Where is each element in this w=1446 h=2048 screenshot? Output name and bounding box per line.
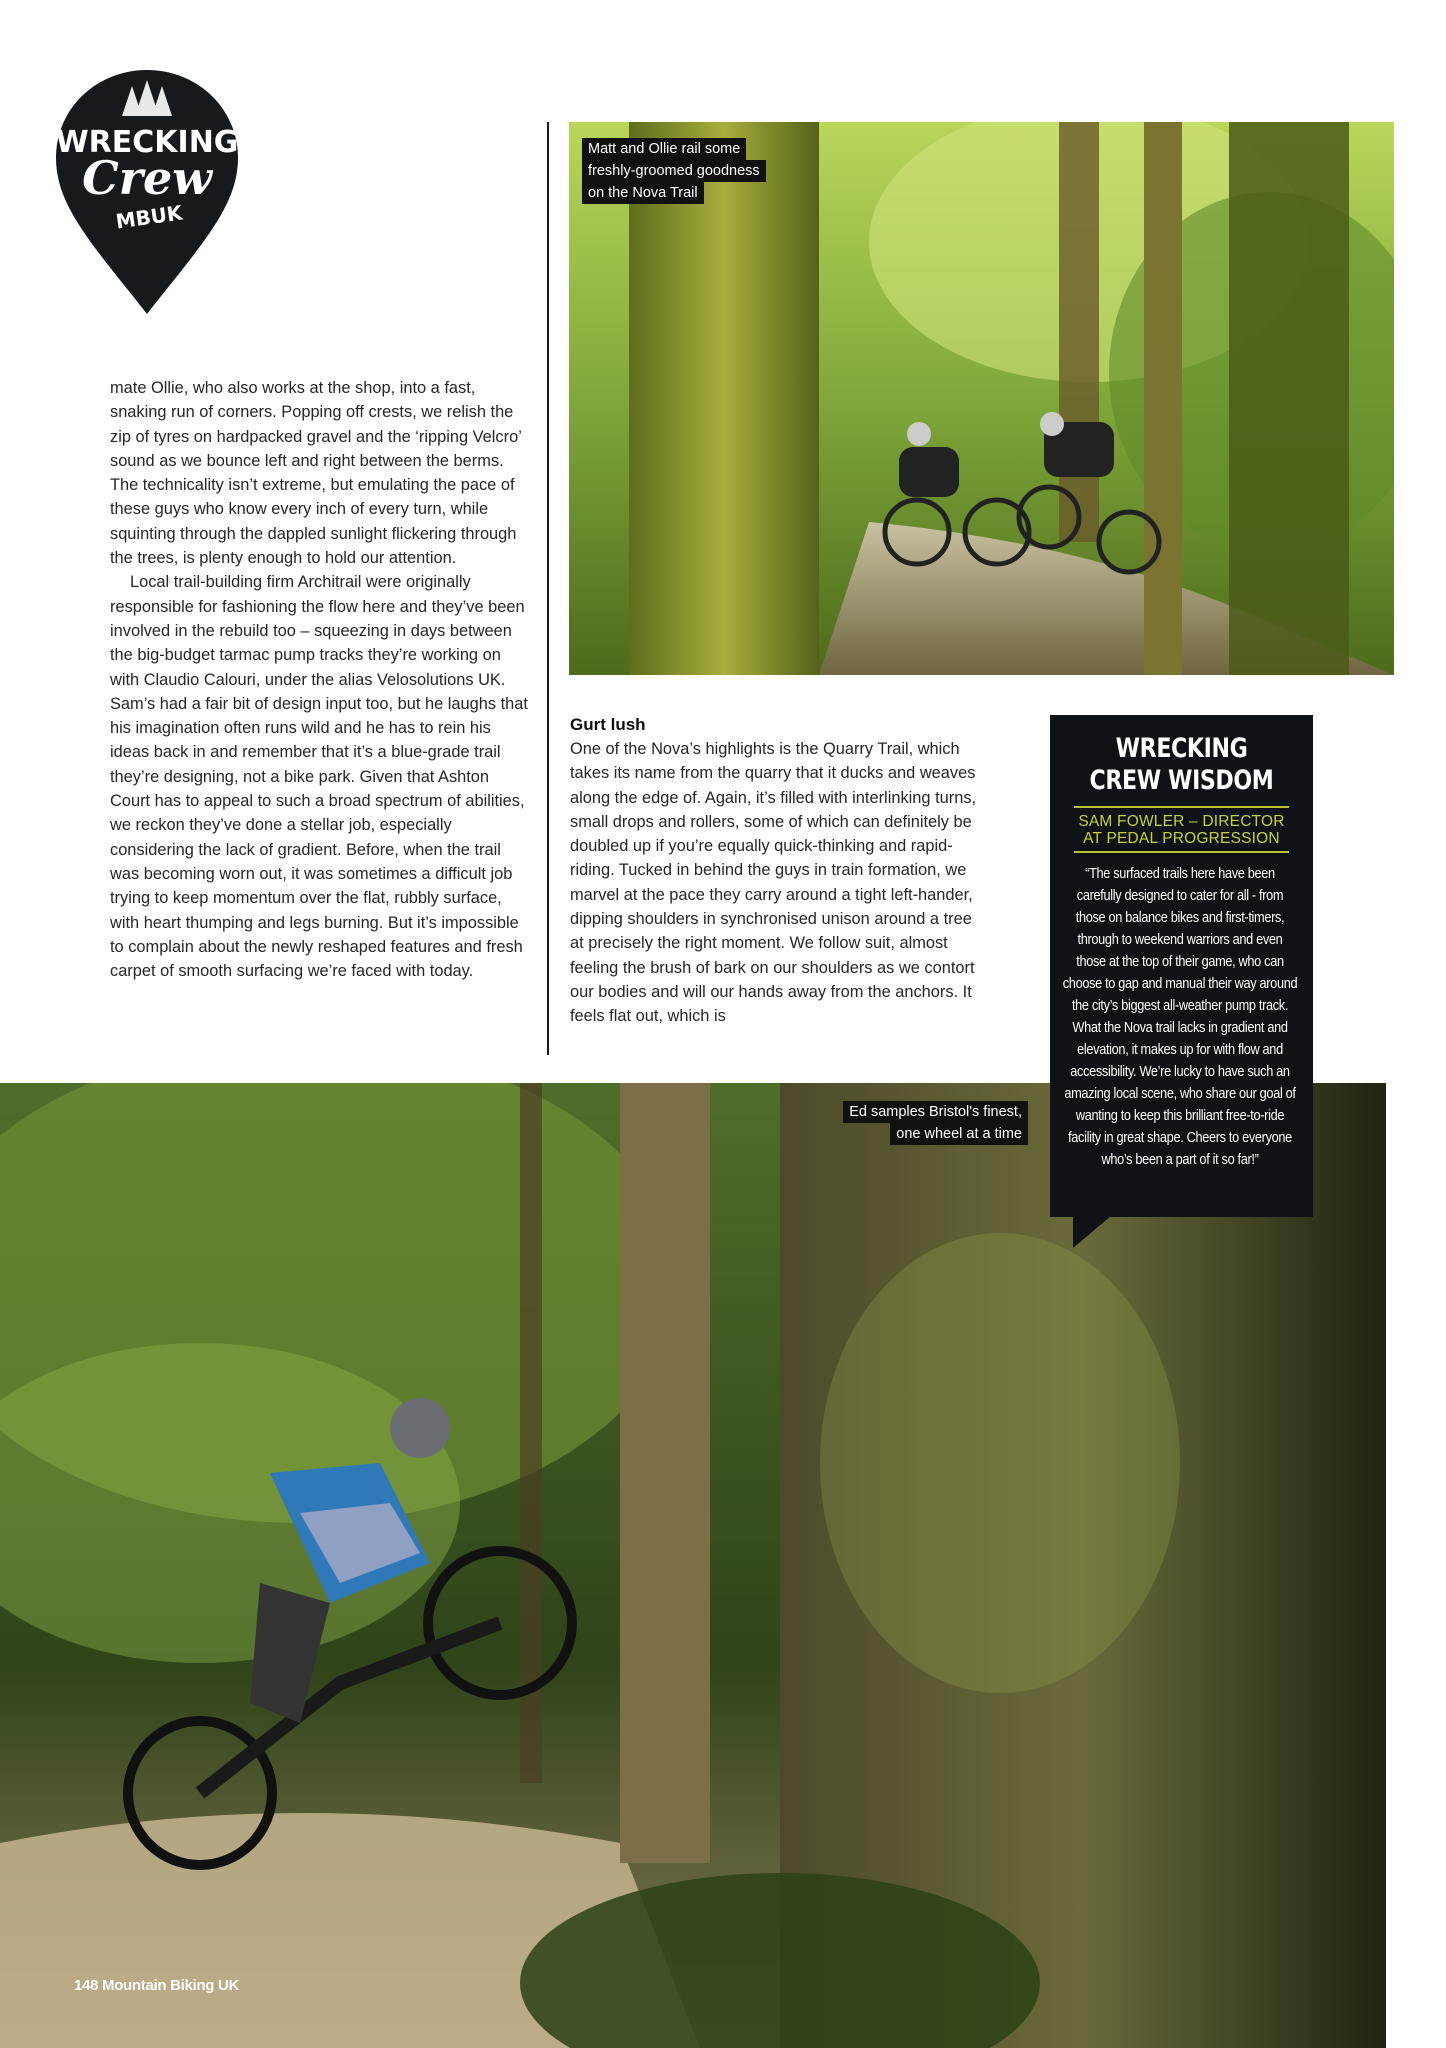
wrecking-crew-logo <box>52 66 242 318</box>
photo-top-caption <box>582 138 766 204</box>
column-divider <box>547 122 549 1055</box>
paragraph: One of the Nova’s highlights is the Quarry Trail, which takes its name from the quarry that it ducks and weaves along the edge of. Again, it’s filled with interlinking turns, small drops and rollers, some of which can definitely be doubled up if you’re equally quick-thinking and rapid-riding. Tucked in behind the guys in train formation, we marvel at the pace they carry around a tight left-hander, dipping shoulders in synchronised unison around a tree at precisely the right moment. We follow suit, almost feeling the brush of bark on our shoulders as we contort our bodies and will our hands away from the anchors. It feels flat out, which is <box>570 740 977 1026</box>
paragraph: mate Ollie, who also works at the shop, into a fast, snaking run of corners. Popping off crests, we relish the zip of tyres on hardpacked gravel and the ‘ripping Velcro’ sound as we bounce left and right between the berms. The technicality isn’t extreme, but emulating the pace of these guys who know every inch of every turn, while squinting through the dappled sunlight flickering through the trees, is plenty enough to hold our attention. <box>110 379 522 568</box>
wisdom-role <box>1064 814 1299 847</box>
logo-line1: WRECKING <box>55 125 239 160</box>
wrecking-crew-wisdom-box <box>1050 715 1313 1217</box>
logo-pin-shape <box>52 66 242 318</box>
caption-line: Ed samples Bristol's finest, <box>843 1101 1028 1123</box>
photo-rider-wheelie <box>0 1083 1386 2048</box>
logo-line3: MBUK <box>114 200 184 234</box>
wisdom-role-line2: AT PEDAL PROGRESSION <box>1083 829 1280 847</box>
logo-line2: Crew <box>82 151 212 205</box>
divider <box>1074 851 1289 853</box>
page-folio: 148 Mountain Biking UK <box>74 1977 240 1994</box>
wisdom-role-line1: SAM FOWLER – DIRECTOR <box>1078 813 1285 830</box>
caption-line: freshly-groomed goodness <box>582 160 766 182</box>
wisdom-title-line1: WRECKING <box>1115 733 1248 764</box>
photo-bottom-caption <box>842 1101 1028 1145</box>
section-heading: Gurt lush <box>570 715 646 734</box>
caption-line: one wheel at a time <box>890 1123 1028 1145</box>
caption-line: on the Nova Trail <box>582 182 704 204</box>
caption-line: Matt and Ollie rail some <box>582 138 746 160</box>
paragraph: Local trail-building firm Architrail were originally responsible for fashioning the flow here and they’ve been involved in the rebuild too – squeezing in days between the big-budget tarmac pump tracks they’re working on with Claudio Calouri, under the alias Velosolutions UK. Sam’s had a fair bit of design input too, but he laughs that his imagination often runs wild and he has to rein his ideas back in and remember that it’s a blue-grade trail they’re designing, not a bike park. Given that Ashton Court has to appeal to such a broad spectrum of abilities, we reckon they’ve done a stellar job, especially considering the lack of gradient. Before, when the trail was becoming worn out, it was sometimes a difficult job trying to keep momentum over the flat, rubbly surface, with heart thumping and legs burning. But it’s impossible to complain about the newly reshaped features and fresh carpet of smooth surfacing we’re faced with today. <box>110 573 528 981</box>
wisdom-quote: “The surfaced trails here have been carefully designed to cater for all - from those on balance bikes and first-timers, through to weekend warriors and even those at the top of their game, who can choose to gap and manual their way around the city’s biggest all-weather pump track. What the Nova trail lacks in gradient and elevation, it makes up for with flow and accessibility. We’re lucky to have such an amazing local scene, who share our goal of wanting to keep this brilliant free-to-ride facility in great shape. Cheers to everyone who’s been a part of it so far!” <box>1062 865 1298 1168</box>
middle-column-text <box>570 713 990 1029</box>
wisdom-title <box>1085 733 1278 797</box>
divider <box>1074 806 1289 808</box>
photo-riders-nova-trail <box>569 122 1394 675</box>
wisdom-title-line2: CREW WISDOM <box>1089 765 1274 796</box>
speech-tail <box>1073 1216 1111 1248</box>
left-column-text <box>110 376 530 983</box>
